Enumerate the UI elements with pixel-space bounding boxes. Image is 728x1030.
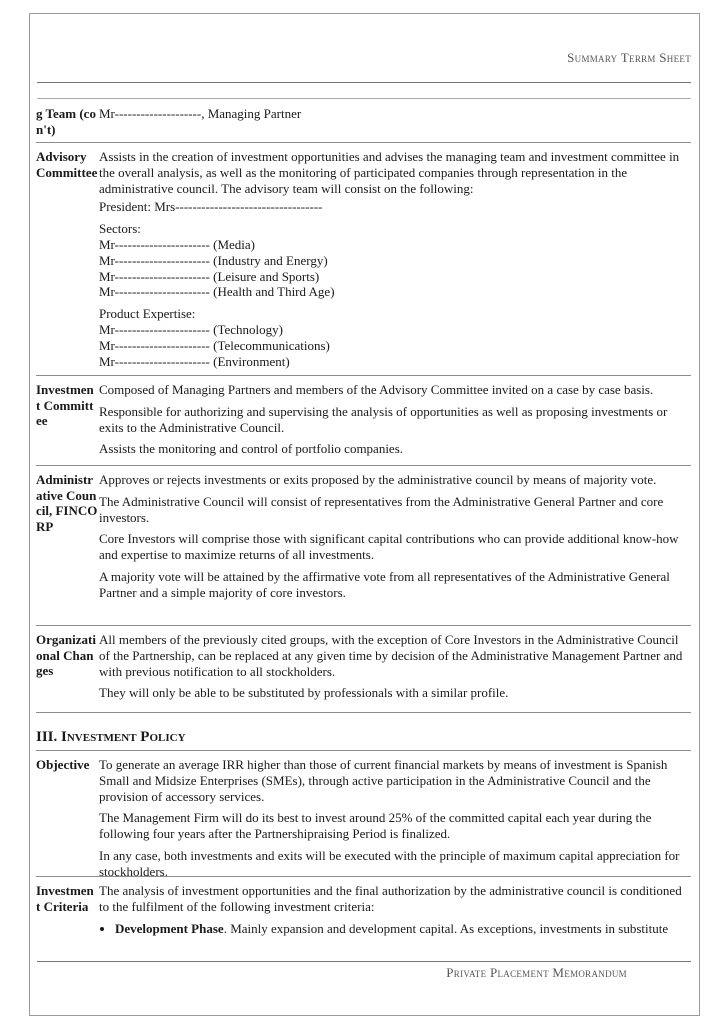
paragraph: They will only be able to be substituted by professionals with a similar profile. [99,685,509,701]
row-body [98,877,691,941]
expertise-block [99,306,691,369]
header-rule-lower [37,98,691,99]
paragraph: The Administrative Council will consist of representatives from the Administrative General Partner and core investors. [99,493,664,525]
paragraph: All members of the previously cited groups, with the exception of Core Investors in the Administrative Council of the Partnership, can be replaced at any given time by decision of the Administrative Management Partner and with previous notification to all stockholders. [99,632,683,679]
footer-rule [37,961,691,962]
expertise-member: Mr---------------------- (Technology) [99,321,283,337]
row-label: g Team (con't) [36,106,96,137]
managing-team-row [36,100,691,143]
paragraph: The analysis of investment opportunities and the final authorization by the administrative council is conditioned to the fulfilment of the following investment criteria: [99,883,682,914]
paragraph: In any case, both investments and exits will be executed with the principle of maximum capital appreciation for stockholders. [99,847,680,879]
administrative-council-row [36,466,691,626]
row-label: Investment Criteria [36,883,94,914]
paragraph: A majority vote will be attained by the affirmative vote from all representatives of the Administrative General Partner and a simple majority of core investors. [99,568,670,600]
row-label: Objective [36,757,90,772]
sectors-block [99,221,691,300]
paragraph: Assists in the creation of investment opportunities and advises the managing team and investment committee in the overall analysis, as well as the monitoring of participated companies through representation in the administrative council. The advisory team will consist on the following: [99,149,680,196]
row-body [98,100,691,142]
row-label: Advisory Committee [36,149,98,180]
row-label: Investment Committee [36,382,94,428]
document-body [36,100,691,941]
sectors-title: Sectors: [99,221,141,237]
paragraph: Assists the monitoring and control of portfolio companies. [99,441,404,457]
row-label: Administrative Council, FINCORP [36,472,98,534]
section-title: Investment Policy [61,729,186,745]
bullet-heading: Development Phase [115,920,224,936]
paragraph: The Management Firm will do its best to invest around 25% of the committed capital each year during the following four years after the Partnershipraising Period is finalized. [99,810,652,842]
expertise-member: Mr---------------------- (Telecommunications) [99,337,330,353]
paragraph: To generate an average IRR higher than those of current financial markets by means of investment is Spanish Small and Midsize Enterprises (SMEs), through active participation in the Administrative Council and the provision of accessory services. [99,757,668,804]
sector-member: Mr---------------------- (Industry and Energy) [99,252,328,268]
row-body [98,376,691,465]
section-number: III. [36,729,58,745]
paragraph: Responsible for authorizing and supervising the analysis of opportunities as well as proposing investments or exits to the Administrative Council. [99,403,668,435]
row-body [98,143,691,375]
expertise-title: Product Expertise: [99,306,196,322]
investment-committee-row [36,376,691,466]
sector-member: Mr---------------------- (Leisure and Sports) [99,268,320,284]
advisory-committee-row [36,143,691,376]
running-header: Summary Terrm Sheet [567,50,691,65]
row-body [98,466,691,625]
objective-row [36,751,691,877]
paragraph: Composed of Managing Partners and members of the Advisory Committee invited on a case by case basis. [99,382,654,397]
organizational-changes-row [36,626,691,713]
paragraph: Approves or rejects investments or exits proposed by the administrative council by means of majority vote. [99,472,657,487]
investment-criteria-row [36,877,691,941]
expertise-member: Mr---------------------- (Environment) [99,353,290,369]
list-item [115,921,691,937]
row-label: Organizational Changes [36,632,96,678]
header-rule [37,82,691,83]
row-body [98,751,691,879]
paragraph: Mr--------------------, Managing Partner [99,106,302,121]
paragraph: Core Investors will comprise those with significant capital contributions who can provide additional know-how and expertise to maximize returns of all investments. [99,531,679,563]
criteria-list [99,921,691,937]
bullet-text: . Mainly expansion and development capital. As exceptions, investments in substitute [223,920,669,936]
section-heading [36,713,691,751]
row-body [98,626,691,712]
sector-member: Mr---------------------- (Media) [99,236,255,252]
running-footer: Private Placement Memorandum [446,965,627,980]
president-line: President: Mrs---------------------------------- [99,199,323,215]
sector-member: Mr---------------------- (Health and Third Age) [99,284,335,300]
